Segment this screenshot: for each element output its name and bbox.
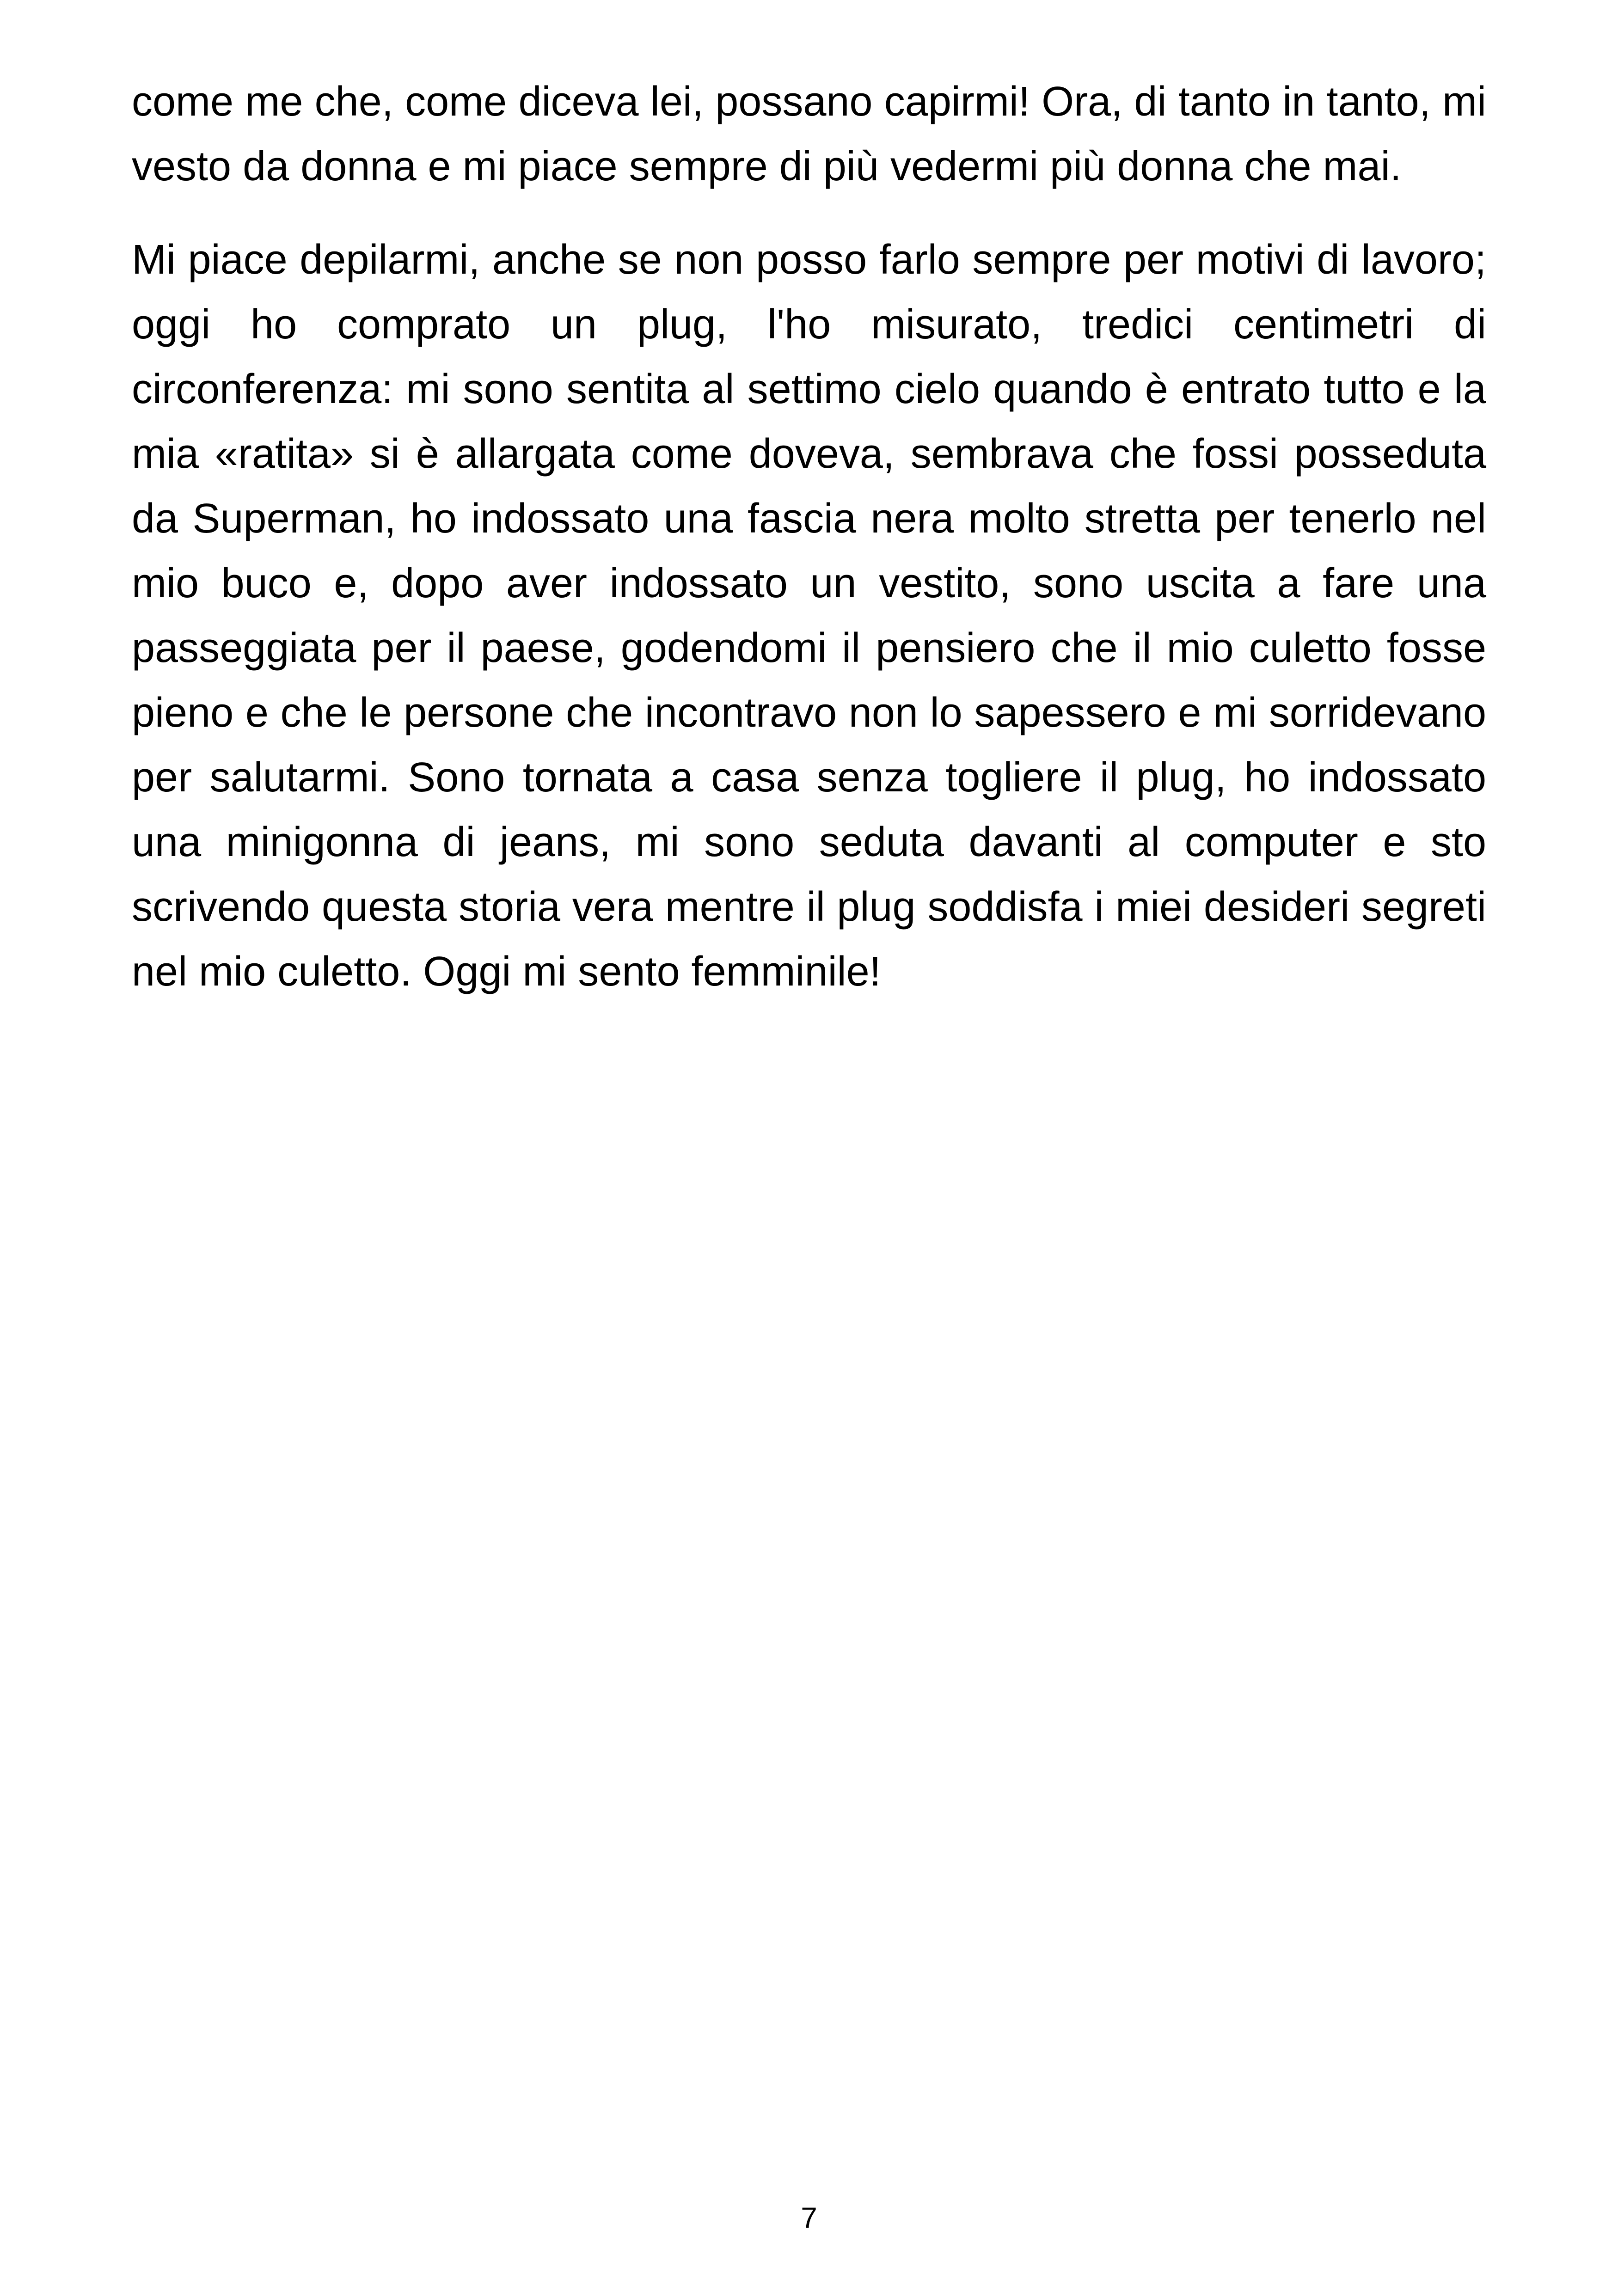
body-text — [132, 69, 1486, 1033]
paragraph-1: come me che, come diceva lei, possano capirmi! Ora, di tanto in tanto, mi vesto da donna e mi piace sempre di più vedermi più donna che mai. — [132, 79, 1486, 190]
page-number: 7 — [801, 2201, 817, 2235]
paragraph-2: Mi piace depilarmi, anche se non posso farlo sempre per motivi di lavoro; oggi ho comprato un plug, l'ho misurato, tredici centimetri di circonferenza: mi sono sentita al settimo cielo quando è entrato tutto e la mia «ratita» si è allargata come doveva, sembrava che fossi posseduta da Superman, ho indossato una fascia nera molto stretta per tenerlo nel mio buco e, dopo aver indossato un vestito, sono uscita a fare una passeggiata per il paese, godendomi il pensiero che il mio culetto fosse pieno e che le persone che incontravo non lo sapessero e mi sorridevano per salutarmi. Sono tornata a casa senza togliere il plug, ho indossato una minigonna di jeans, mi sono seduta davanti al computer e sto scrivendo questa storia vera mentre il plug soddisfa i miei desideri segreti nel mio culetto. Oggi mi sento femminile! — [132, 237, 1486, 995]
